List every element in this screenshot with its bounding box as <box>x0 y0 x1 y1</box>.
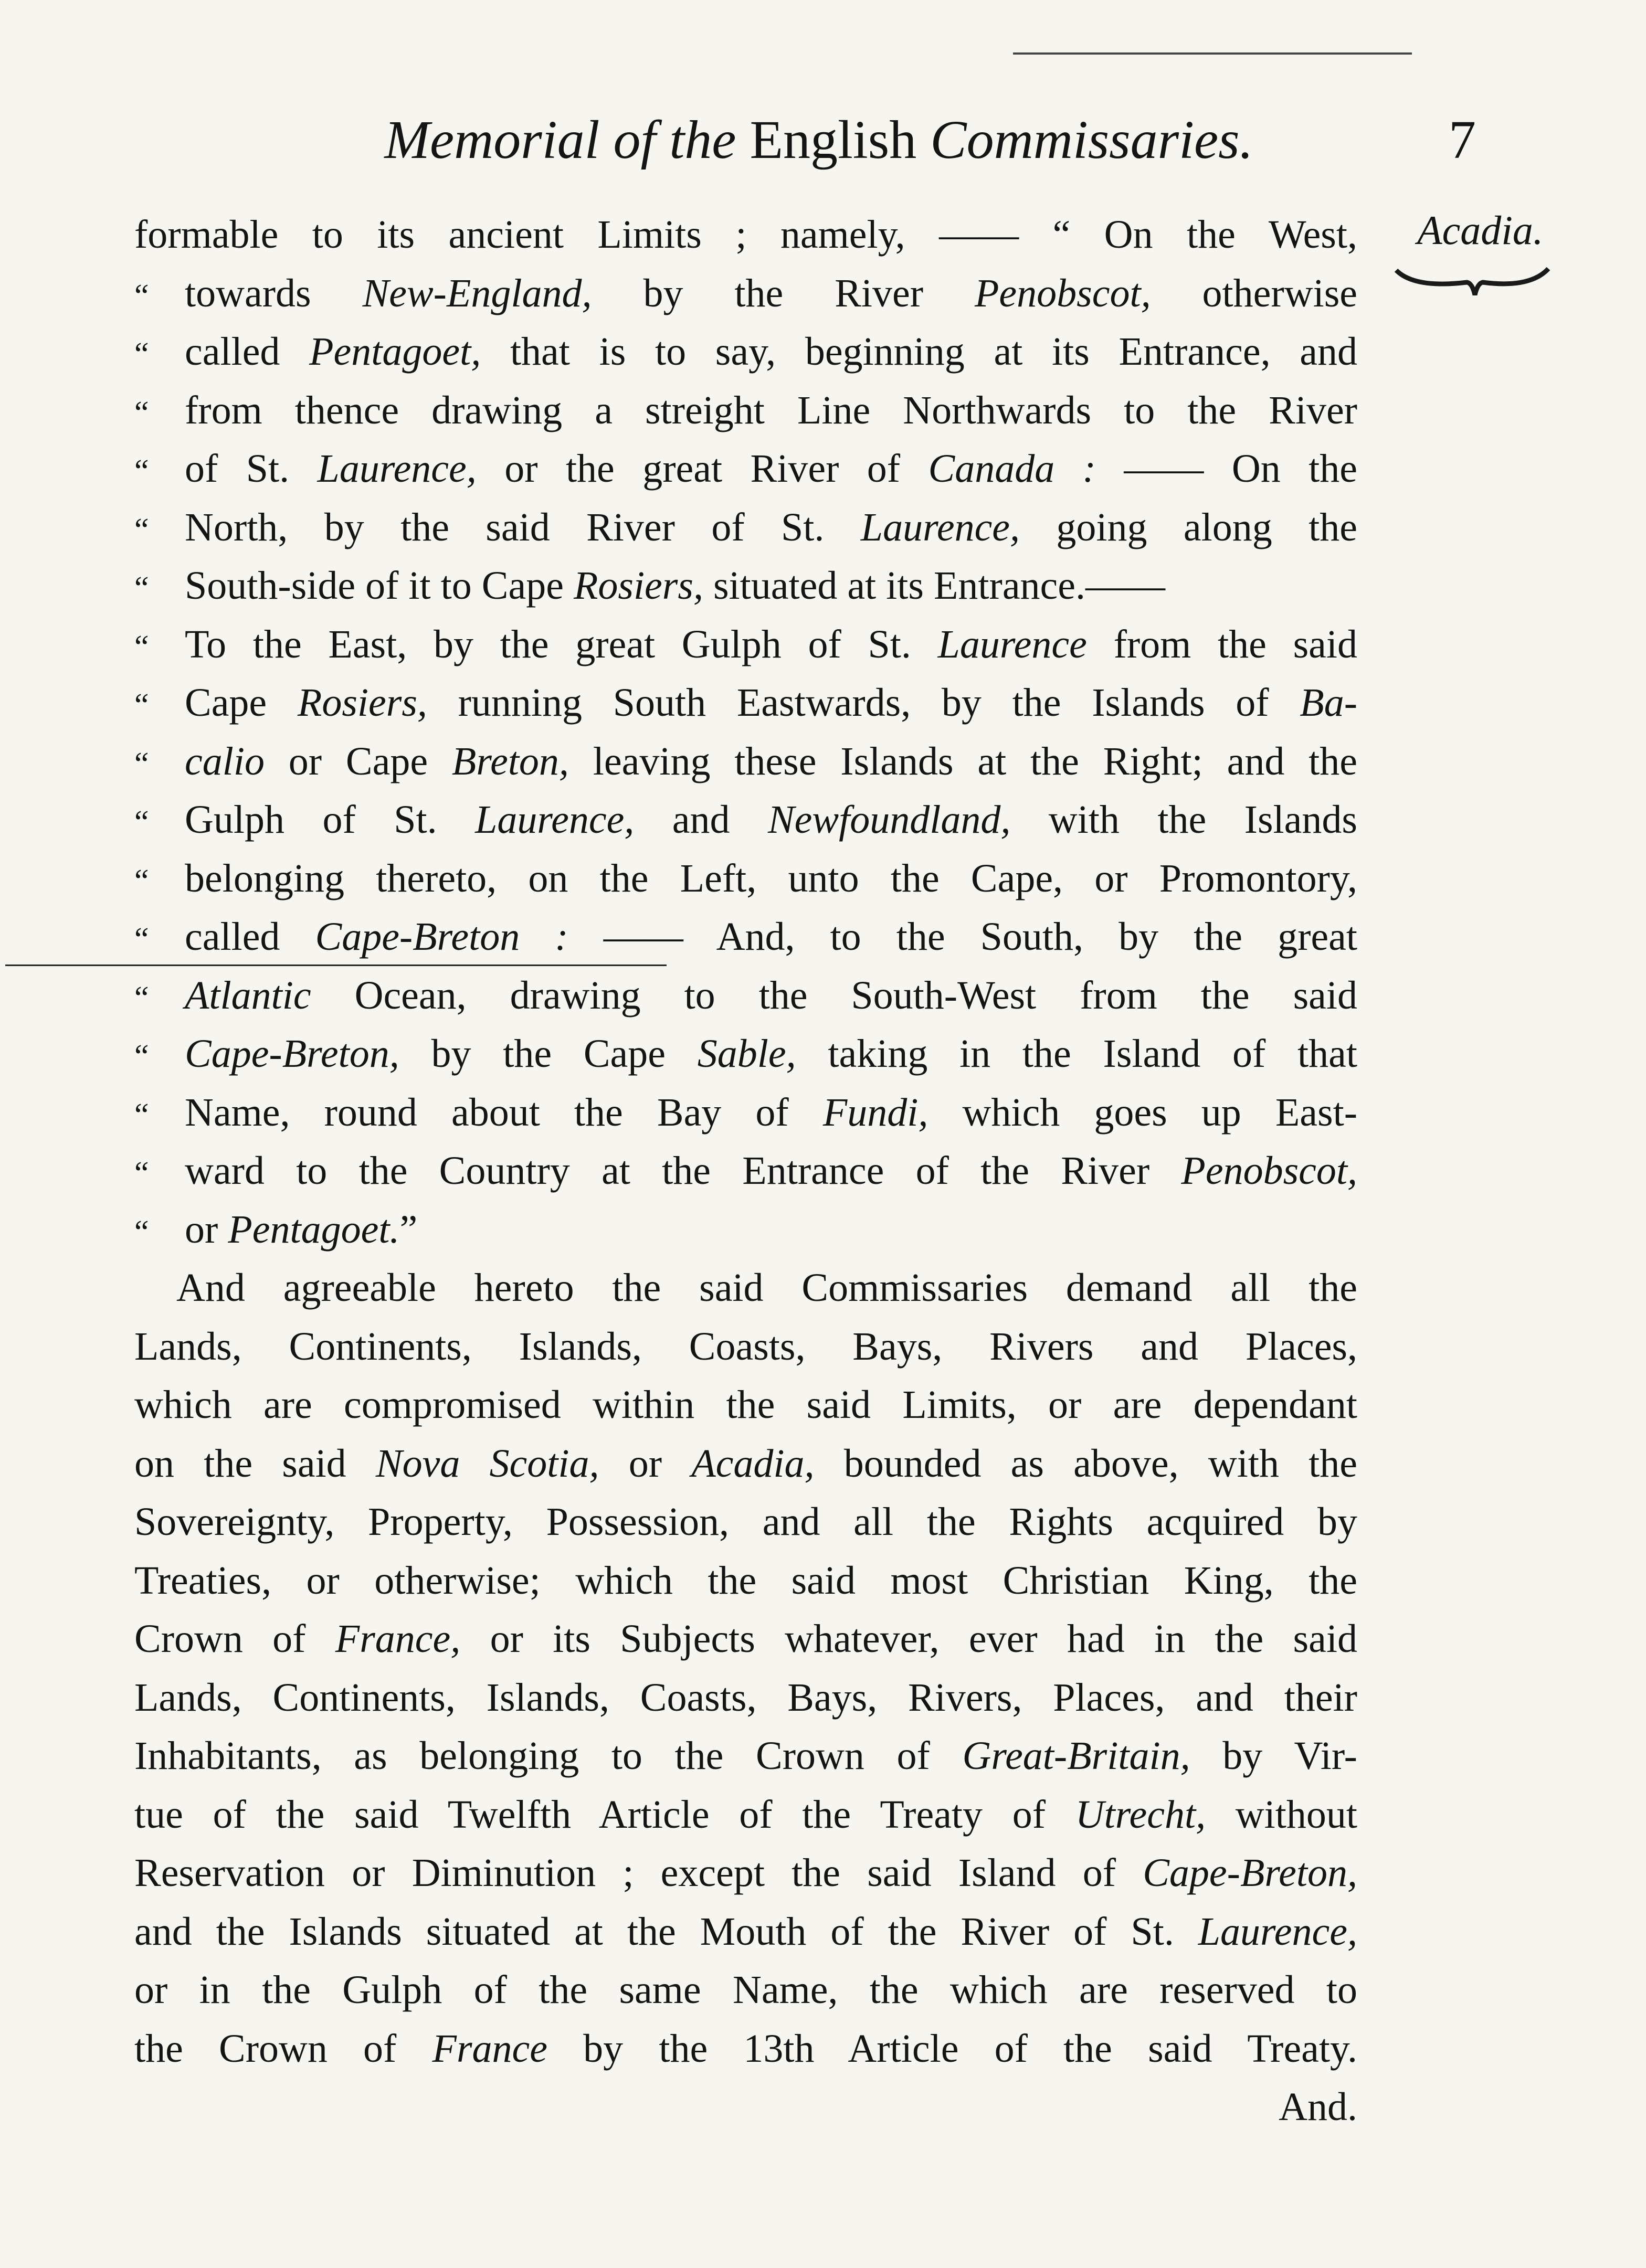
text-line: Sovereignty, Property, Possession, and all the Rights acquired by <box>134 1500 1357 1544</box>
quote-mark: “ <box>134 1214 149 1250</box>
quote-mark: “ <box>134 746 149 782</box>
text-line: “ Gulph of St. Laurence, and Newfoundland, with the Islands <box>134 791 1357 850</box>
quote-mark: “ <box>134 1038 149 1074</box>
quote-mark: “ <box>134 570 149 606</box>
text-line: Crown of France, or its Subjects whatever, ever had in the said <box>134 1617 1357 1661</box>
quote-mark: “ <box>134 804 149 840</box>
text-line: “ or Pentagoet.” <box>134 1201 1357 1259</box>
quote-mark: “ <box>134 395 149 431</box>
body-text <box>134 206 1357 2137</box>
text-line: “ North, by the said River of St. Laurence, going along the <box>134 499 1357 557</box>
quote-mark: “ <box>134 980 149 1016</box>
text-line: Inhabitants, as belonging to the Crown of Great-Britain, by Vir- <box>134 1734 1357 1778</box>
text-line: “ called Cape-Breton : —— And, to the South, by the great <box>134 908 1357 967</box>
text-line: “ calio or Cape Breton, leaving these Islands at the Right; and the <box>134 733 1357 791</box>
quote-mark: “ <box>134 1097 149 1133</box>
catchword: And. <box>1279 2085 1357 2129</box>
text-line: “ South-side of it to Cape Rosiers, situated at its Entrance.—— <box>134 557 1357 616</box>
quote-mark: “ <box>134 1156 149 1191</box>
running-head-part3: Commissaries. <box>930 110 1253 170</box>
text-line: “ Name, round about the Bay of Fundi, which goes up East- <box>134 1084 1357 1142</box>
quote-mark: “ <box>134 863 149 899</box>
brace-icon <box>1394 262 1551 299</box>
text-line: Lands, Continents, Islands, Coasts, Bays, Rivers and Places, <box>134 1324 1357 1369</box>
running-head-part2: English <box>750 110 917 170</box>
running-head <box>294 108 1344 173</box>
text-line: on the said Nova Scotia, or Acadia, bounded as above, with the <box>134 1441 1357 1486</box>
text-line: Reservation or Diminution ; except the said Island of Cape-Breton, <box>134 1851 1357 1895</box>
text-line: “ ward to the Country at the Entrance of the River Penobscot, <box>134 1142 1357 1201</box>
text-line: “ belonging thereto, on the Left, unto the Cape, or Promontory, <box>134 850 1357 908</box>
text-line: tue of the said Twelfth Article of the Treaty of Utrecht, without <box>134 1792 1357 1837</box>
text-line: “ of St. Laurence, or the great River of Canada : —— On the <box>134 440 1357 499</box>
text-line: “ called Pentagoet, that is to say, beginning at its Entrance, and <box>134 323 1357 381</box>
text-line: Treaties, or otherwise; which the said most Christian King, the <box>134 1558 1357 1603</box>
quote-mark: “ <box>134 336 149 372</box>
page-number: 7 <box>1449 110 1476 170</box>
quote-mark: “ <box>134 921 149 957</box>
text-line: “ towards New-England, by the River Penobscot, otherwise <box>134 264 1357 323</box>
text-line: Lands, Continents, Islands, Coasts, Bays, Rivers, Places, and their <box>134 1675 1357 1720</box>
quote-mark: “ <box>134 687 149 723</box>
text-line: “ from thence drawing a streight Line Northwards to the River <box>134 381 1357 440</box>
text-line: “ Cape Rosiers, running South Eastwards, by the Islands of Ba- <box>134 674 1357 733</box>
text-line: or in the Gulph of the same Name, the which are reserved to <box>134 1968 1357 2012</box>
text-line: formable to its ancient Limits ; namely, —— “ On the West, <box>134 213 1357 257</box>
quote-mark: “ <box>134 453 149 489</box>
quote-mark: “ <box>134 629 149 665</box>
text-line: “ Cape-Breton, by the Cape Sable, taking in the Island of that <box>134 1025 1357 1084</box>
quote-mark: “ <box>134 512 149 548</box>
quote-mark: “ <box>134 278 149 314</box>
text-line: and the Islands situated at the Mouth of the River of St. Laurence, <box>134 1909 1357 1954</box>
top-ink-mark <box>1013 52 1412 55</box>
margin-note: Acadia. <box>1417 207 1544 253</box>
paragraph-first-line: And agreeable hereto the said Commissaries demand all the <box>176 1266 1357 1310</box>
text-line: “ Atlantic Ocean, drawing to the South-West from the said <box>134 967 1357 1025</box>
text-line: the Crown of France by the 13th Article of the said Treaty. <box>134 2026 1357 2071</box>
text-line: “ To the East, by the great Gulph of St. Laurence from the said <box>134 616 1357 674</box>
text-line: which are compromised within the said Limits, or are dependant <box>134 1383 1357 1427</box>
running-head-part1: Memorial of the <box>384 110 736 170</box>
